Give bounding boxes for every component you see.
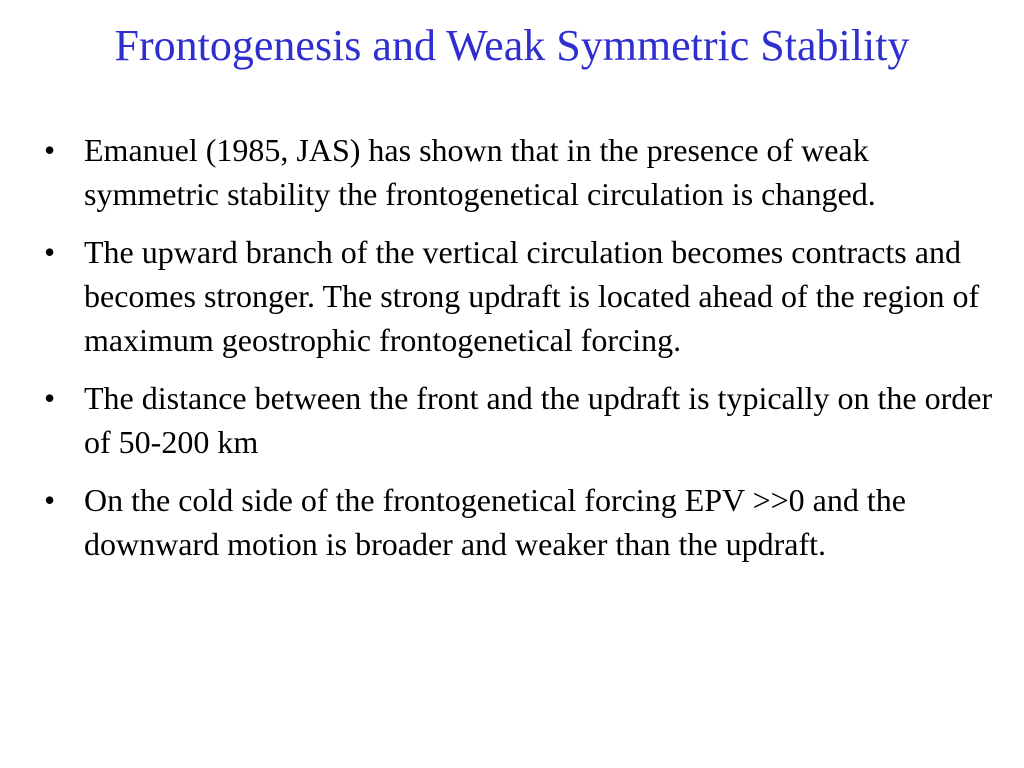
bullet-text: The upward branch of the vertical circulation becomes contracts and becomes stronger. The strong updraft is located ahead of the region of maximum geostrophic frontogenetical forcing. <box>84 234 980 358</box>
bullet-icon: • <box>44 132 56 168</box>
bullet-text: Emanuel (1985, JAS) has shown that in the presence of weak symmetric stability the frontogenetical circulation is changed. <box>84 132 876 212</box>
bullet-item <box>44 478 1010 566</box>
bullet-text: The distance between the front and the updraft is typically on the order of 50-200 km <box>84 380 993 460</box>
bullet-text: On the cold side of the frontogenetical forcing EPV >>0 and the downward motion is broader and weaker than the updraft. <box>84 482 906 562</box>
bullet-item <box>44 128 1010 216</box>
bullet-item <box>44 376 1010 464</box>
bullet-icon: • <box>44 234 56 270</box>
bullet-icon: • <box>44 482 56 518</box>
bullet-list <box>44 128 1010 580</box>
slide-title: Frontogenesis and Weak Symmetric Stability <box>114 21 910 70</box>
bullet-item <box>44 230 1010 362</box>
bullet-icon: • <box>44 380 56 416</box>
